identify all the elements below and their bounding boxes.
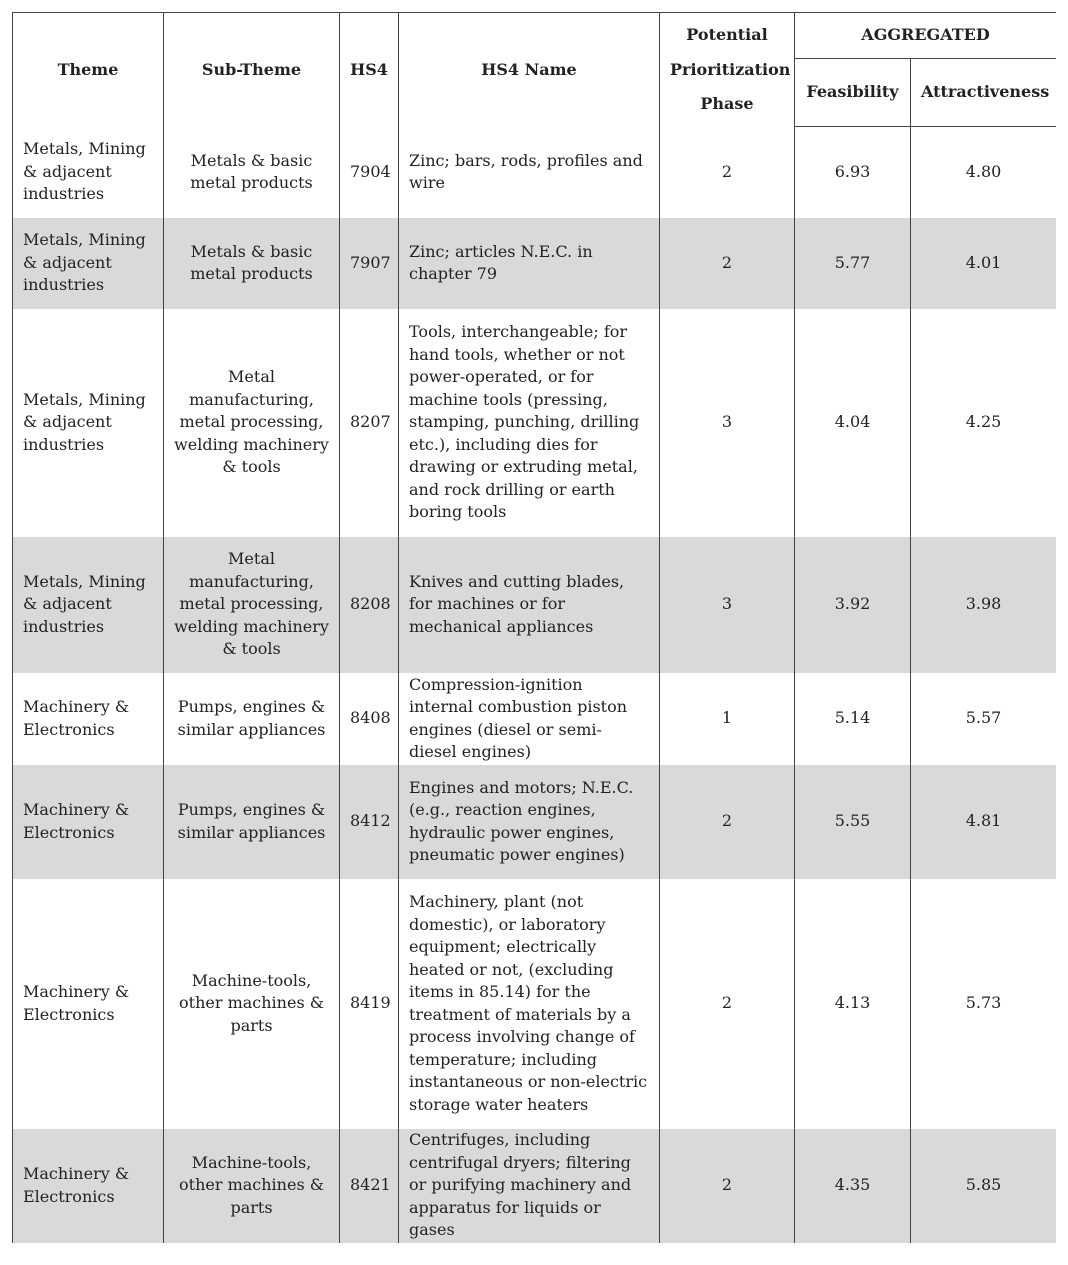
cell-phase: 2 — [660, 218, 795, 309]
cell-feasibility: 3.92 — [795, 537, 911, 673]
header-feasibility: Feasibility — [795, 59, 911, 127]
cell-hs4: 8208 — [340, 537, 399, 673]
header-sub-theme: Sub-Theme — [164, 13, 340, 127]
table-row — [13, 309, 1057, 537]
table-row — [13, 673, 1057, 765]
cell-sub-theme: Metal manufacturing, metal processing, welding machinery & tools — [164, 309, 340, 537]
cell-feasibility: 4.35 — [795, 1129, 911, 1243]
cell-feasibility: 6.93 — [795, 127, 911, 218]
header-hs4-name: HS4 Name — [399, 13, 660, 127]
cell-theme: Metals, Mining & adjacent industries — [13, 127, 164, 218]
cell-phase: 2 — [660, 765, 795, 879]
cell-sub-theme: Metal manufacturing, metal processing, welding machinery & tools — [164, 537, 340, 673]
header-hs4: HS4 — [340, 13, 399, 127]
cell-hs4-name: Zinc; bars, rods, profiles and wire — [399, 127, 660, 218]
header-aggregated: AGGREGATED — [795, 13, 1057, 59]
cell-theme: Machinery & Electronics — [13, 673, 164, 765]
cell-hs4: 7907 — [340, 218, 399, 309]
cell-attractiveness: 3.98 — [911, 537, 1057, 673]
cell-hs4-name: Tools, interchangeable; for hand tools, whether or not power-operated, or for machine tools (pressing, stamping, punching, drilling etc.), including dies for drawing or extruding metal, and rock drilling or earth boring tools — [399, 309, 660, 537]
header-phase — [660, 13, 795, 127]
header-phase-line-3: Phase — [700, 94, 754, 113]
cell-attractiveness: 4.01 — [911, 218, 1057, 309]
header-phase-line-2: Prioritization — [670, 59, 791, 79]
table-row — [13, 127, 1057, 218]
cell-attractiveness: 5.73 — [911, 879, 1057, 1129]
cell-feasibility: 4.13 — [795, 879, 911, 1129]
header-theme: Theme — [13, 13, 164, 127]
table-row — [13, 537, 1057, 673]
cell-feasibility: 5.77 — [795, 218, 911, 309]
cell-hs4-name: Centrifuges, including centrifugal dryers; filtering or purifying machinery and apparatus for liquids or gases — [399, 1129, 660, 1243]
cell-sub-theme: Metals & basic metal products — [164, 218, 340, 309]
cell-phase: 3 — [660, 309, 795, 537]
cell-hs4: 8412 — [340, 765, 399, 879]
cell-feasibility: 5.14 — [795, 673, 911, 765]
cell-theme: Machinery & Electronics — [13, 879, 164, 1129]
cell-sub-theme: Metals & basic metal products — [164, 127, 340, 218]
cell-hs4: 8408 — [340, 673, 399, 765]
table-row — [13, 765, 1057, 879]
cell-sub-theme: Pumps, engines & similar appliances — [164, 765, 340, 879]
cell-phase: 2 — [660, 879, 795, 1129]
cell-theme: Machinery & Electronics — [13, 1129, 164, 1243]
cell-phase: 2 — [660, 127, 795, 218]
cell-phase: 2 — [660, 1129, 795, 1243]
cell-hs4-name: Knives and cutting blades, for machines or for mechanical appliances — [399, 537, 660, 673]
cell-theme: Metals, Mining & adjacent industries — [13, 218, 164, 309]
cell-hs4-name: Machinery, plant (not domestic), or laboratory equipment; electrically heated or not, (excluding items in 85.14) for the treatment of materials by a process involving change of temperature; including instantaneous or non-electric storage water heaters — [399, 879, 660, 1129]
cell-sub-theme: Machine-tools, other machines & parts — [164, 879, 340, 1129]
product-prioritization-table — [12, 12, 1056, 1243]
header-row-top — [13, 13, 1057, 59]
cell-phase: 3 — [660, 537, 795, 673]
cell-feasibility: 4.04 — [795, 309, 911, 537]
cell-attractiveness: 5.85 — [911, 1129, 1057, 1243]
table-row — [13, 218, 1057, 309]
cell-attractiveness: 4.80 — [911, 127, 1057, 218]
cell-sub-theme: Machine-tools, other machines & parts — [164, 1129, 340, 1243]
table-row — [13, 1129, 1057, 1243]
table-container — [12, 12, 1056, 1244]
cell-attractiveness: 5.57 — [911, 673, 1057, 765]
header-phase-line-1: Potential — [686, 25, 768, 44]
cell-attractiveness: 4.81 — [911, 765, 1057, 879]
cell-theme: Machinery & Electronics — [13, 765, 164, 879]
cell-hs4-name: Engines and motors; N.E.C. (e.g., reaction engines, hydraulic power engines, pneumatic power engines) — [399, 765, 660, 879]
table-row — [13, 879, 1057, 1129]
cell-hs4: 8419 — [340, 879, 399, 1129]
cell-sub-theme: Pumps, engines & similar appliances — [164, 673, 340, 765]
cell-feasibility: 5.55 — [795, 765, 911, 879]
cell-hs4: 8207 — [340, 309, 399, 537]
cell-theme: Metals, Mining & adjacent industries — [13, 309, 164, 537]
cell-hs4: 7904 — [340, 127, 399, 218]
cell-phase: 1 — [660, 673, 795, 765]
cell-attractiveness: 4.25 — [911, 309, 1057, 537]
header-attractiveness: Attractiveness — [911, 59, 1057, 127]
cell-theme: Metals, Mining & adjacent industries — [13, 537, 164, 673]
cell-hs4: 8421 — [340, 1129, 399, 1243]
cell-hs4-name: Compression-ignition internal combustion piston engines (diesel or semi-diesel engines) — [399, 673, 660, 765]
cell-hs4-name: Zinc; articles N.E.C. in chapter 79 — [399, 218, 660, 309]
